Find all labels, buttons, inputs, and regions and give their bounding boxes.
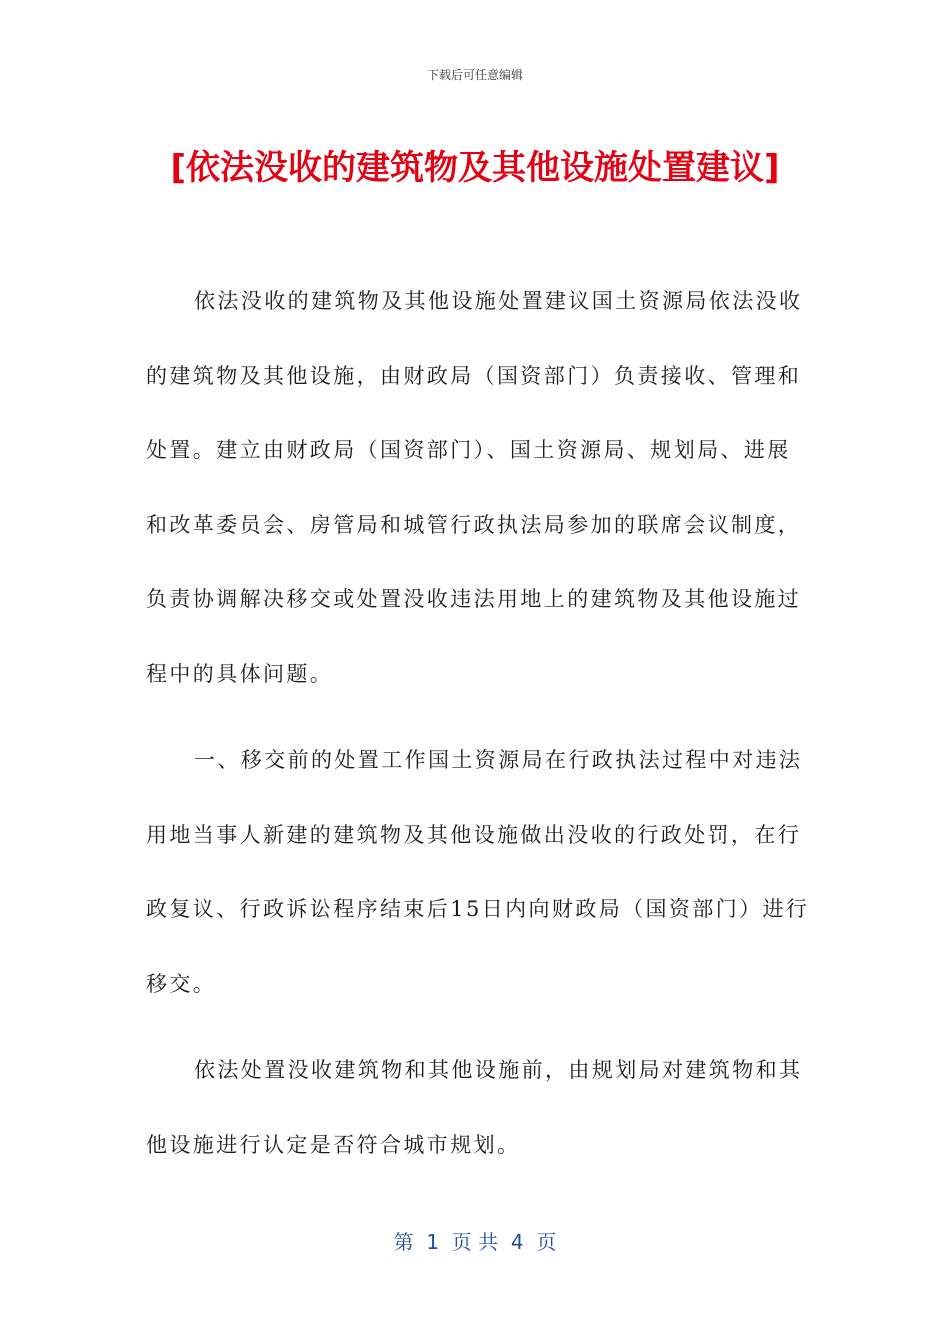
document-body	[146, 264, 810, 1194]
page-number-footer: 第 1 页 共 4 页	[393, 1230, 557, 1254]
paragraph-1: 依法没收的建筑物及其他设施处置建议国土资源局依法没收的建筑物及其他设施，由财政局（国资部门）负责接收、管理和处置。建立由财政局（国资部门）、国土资源局、规划局、进展和改革委员会、房管局和城管行政执法局参加的联席会议制度，负责协调解决移交或处置没收违法用地上的建筑物及其他设施过程中的具体问题。	[146, 289, 803, 686]
document-title: [依法没收的建筑物及其他设施处置建议]	[170, 148, 780, 188]
paragraph-3: 依法处置没收建筑物和其他设施前，由规划局对建筑物和其他设施进行认定是否符合城市规划。	[146, 1058, 803, 1157]
paragraph-2: 一、移交前的处置工作国土资源局在行政执法过程中对违法用地当事人新建的建筑物及其他设施做出没收的行政处罚，在行政复议、行政诉讼程序结束后15日内向财政局（国资部门）进行移交。	[146, 748, 810, 996]
header-note: 下载后可任意编辑	[426, 68, 523, 82]
